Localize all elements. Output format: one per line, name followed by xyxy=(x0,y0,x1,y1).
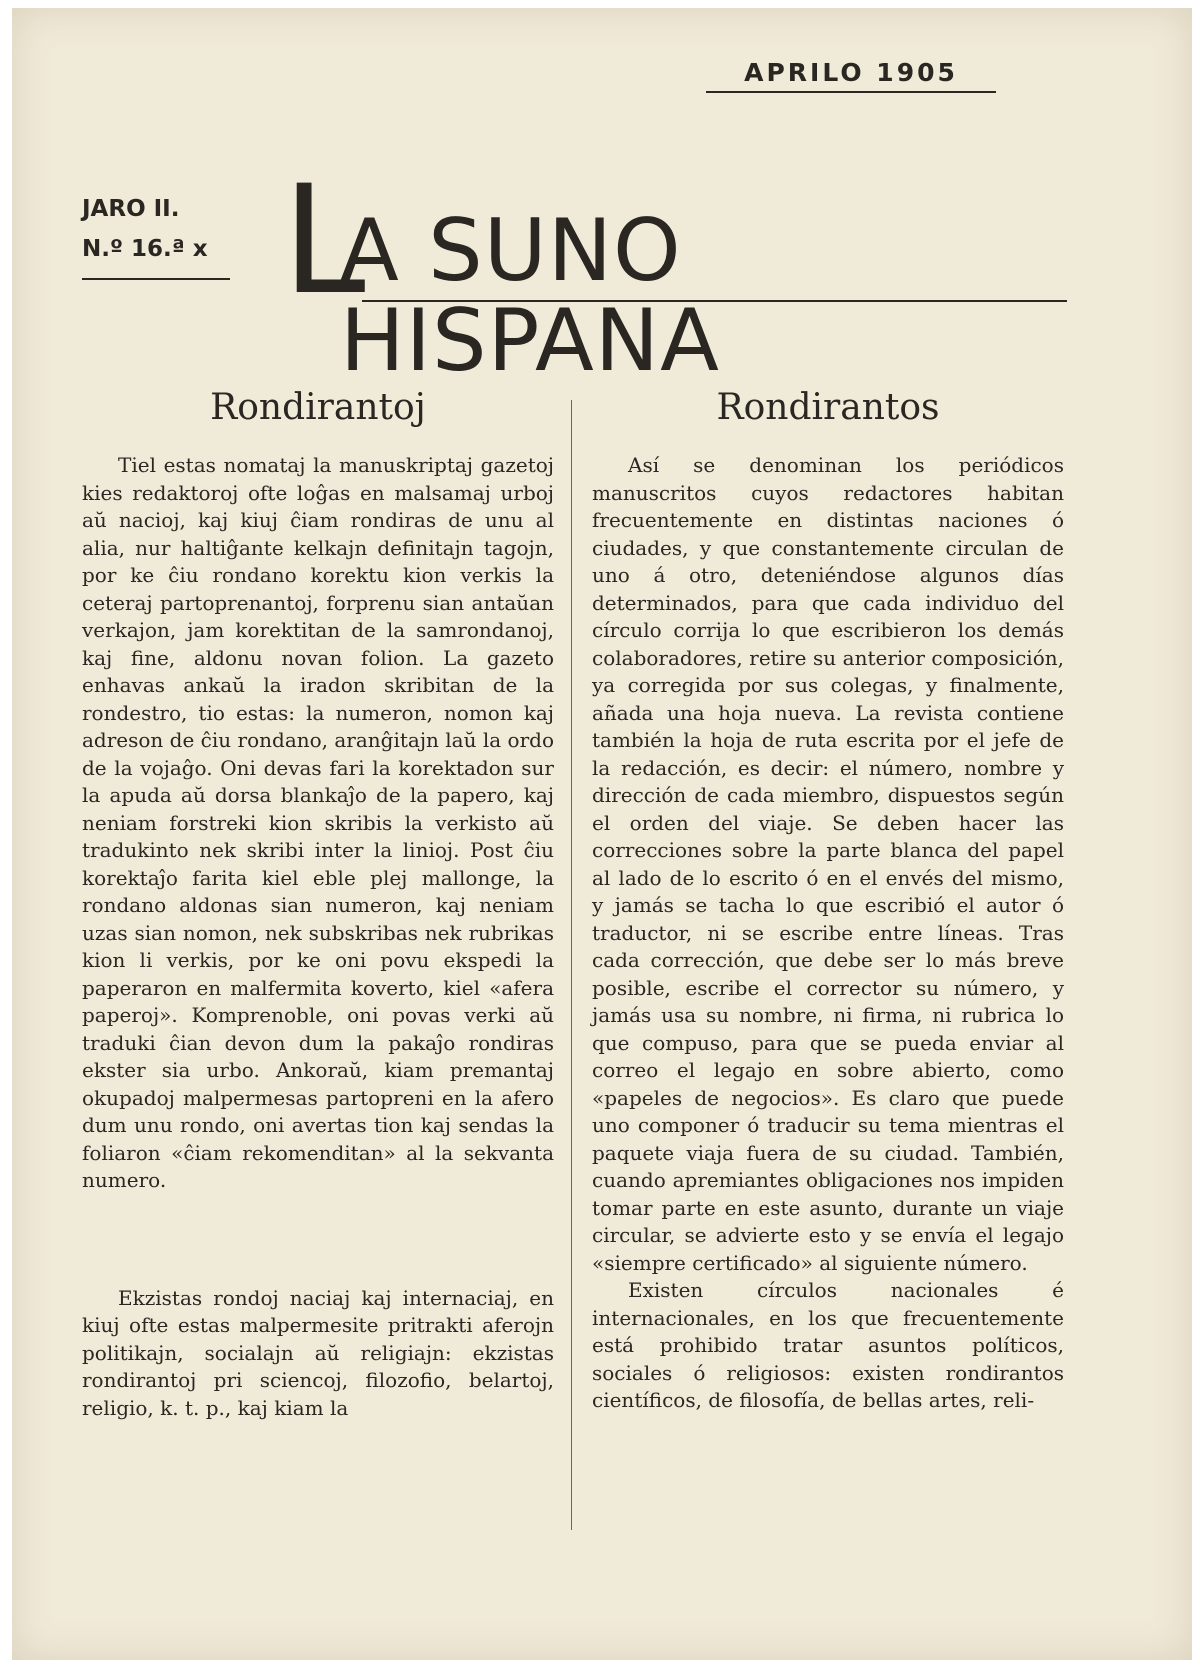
issue-underline xyxy=(82,278,230,280)
right-paragraph-1: Así se denominan los periódicos manuscritos cuyos redactores habitan frecuentemente en distintas naciones ó ciudades, y que constantemente circulan de uno á otro, deteniéndose algunos días determinados, para que cada individuo del círculo corrija lo que escribieron los demás colaboradores, retire su anterior composición, ya corregida por sus colegas, y finalmente, añada una hoja nueva. La revista contiene también la hoja de ruta escrita por el jefe de la redacción, es decir: el número, nombre y dirección de cada miembro, dispuestos según el orden del viaje. Se deben hacer las correcciones sobre la parte blanca del papel al lado de lo escrito ó en el envés del mismo, y jamás se tacha lo que escribió el autor ó traductor, ni se escribe entre líneas. Tras cada corrección, que debe ser lo más breve posible, escribe el corrector su número, y jamás usa su nombre, ni firma, ni rubrica lo que compuso, para que se pueda enviar al correo el legajo en sobre abierto, como «papeles de negocios». Es claro que puede uno componer ó traducir su tema mientras el paquete viaja fuera de su ciudad. También, cuando apremiantes obligaciones nos impiden tomar parte en este asunto, durante un viaje circular, se advierte esto y se envía el legajo «siempre certificado» al siguiente número. xyxy=(592,453,1064,1275)
right-column-title: Rondirantos xyxy=(716,387,940,428)
left-column xyxy=(82,388,554,1422)
right-paragraph-2: Existen círculos nacionales é internacionales, en los que frecuentemente está prohibido tratar asuntos políticos, sociales ó religiosos: existen rondirantos científicos, de filosofía, de bellas artes, reli- xyxy=(592,1278,1064,1412)
column-divider xyxy=(571,400,572,1530)
issue-info xyxy=(82,196,232,276)
masthead-title: A SUNO HISPANA xyxy=(340,201,720,391)
newspaper-page xyxy=(12,8,1192,1660)
issue-number: N.º 16.ª x xyxy=(82,236,208,262)
masthead-underline xyxy=(362,300,1067,302)
date-underline xyxy=(706,91,996,93)
masthead xyxy=(282,154,1072,391)
left-paragraph-2: Ekzistas rondoj naciaj kaj internaciaj, en kiuj ofte estas malpermesite pritrakti aferojn politikajn, socialajn aŭ religiajn: ekzistas rondirantoj pri sciencoj, filozofio, belartoj, religio, k. t. p., kaj kiam la xyxy=(82,1285,554,1420)
left-paragraph-1: Tiel estas nomataj la manuskriptaj gazetoj kies redaktoroj ofte loĝas en malsamaj urboj aŭ nacioj, kaj kiuj ĉiam rondiras de unu al alia, nur haltiĝante kelkajn definitajn tagojn, por ke ĉiu rondano korektu kion verkis la ceteraj partoprenantoj, forprenu sian antaŭan verkajon, jam korektitan de la samrondanoj, kaj fine, aldonu novan folion. La gazeto enhavas ankaŭ la iradon skribitan de la rondestro, tio estas: la numeron, nomon kaj adreson de ĉiu rondano, aranĝitajn laŭ la ordo de la vojaĝo. Oni devas fari la korektadon sur la apuda aŭ dorsa blankaĵo de la papero, kaj neniam forstreki kion skribis la verkisto aŭ tradukinto nek skribi inter la linioj. Post ĉiu korektaĵo farita kiel eble plej mallonge, la rondano aldonas sian numeron, kaj neniam uzas sian nomon, nek subskribas nek rubrikas kion li verkis, por ke oni povu ekspedi la paperaron en malfermita koverto, kiel «afera paperoj». Komprenoble, oni povas verki aŭ traduki ĉian devon dum la pakaĵo rondiras ekster sia urbo. Ankoraŭ, kiam premantaj okupadoj malpermesas partopreni en la afero dum unu rondo, oni avertas tion kaj sendas la foliaron «ĉiam rekomenditan» al la sekvanta numero. xyxy=(82,453,554,1192)
issue-year: JARO II. xyxy=(82,196,180,222)
right-column xyxy=(592,388,1064,1415)
masthead-initial: L xyxy=(282,154,366,328)
issue-date: APRILO 1905 xyxy=(744,58,958,87)
left-column-title: Rondirantoj xyxy=(210,387,426,428)
